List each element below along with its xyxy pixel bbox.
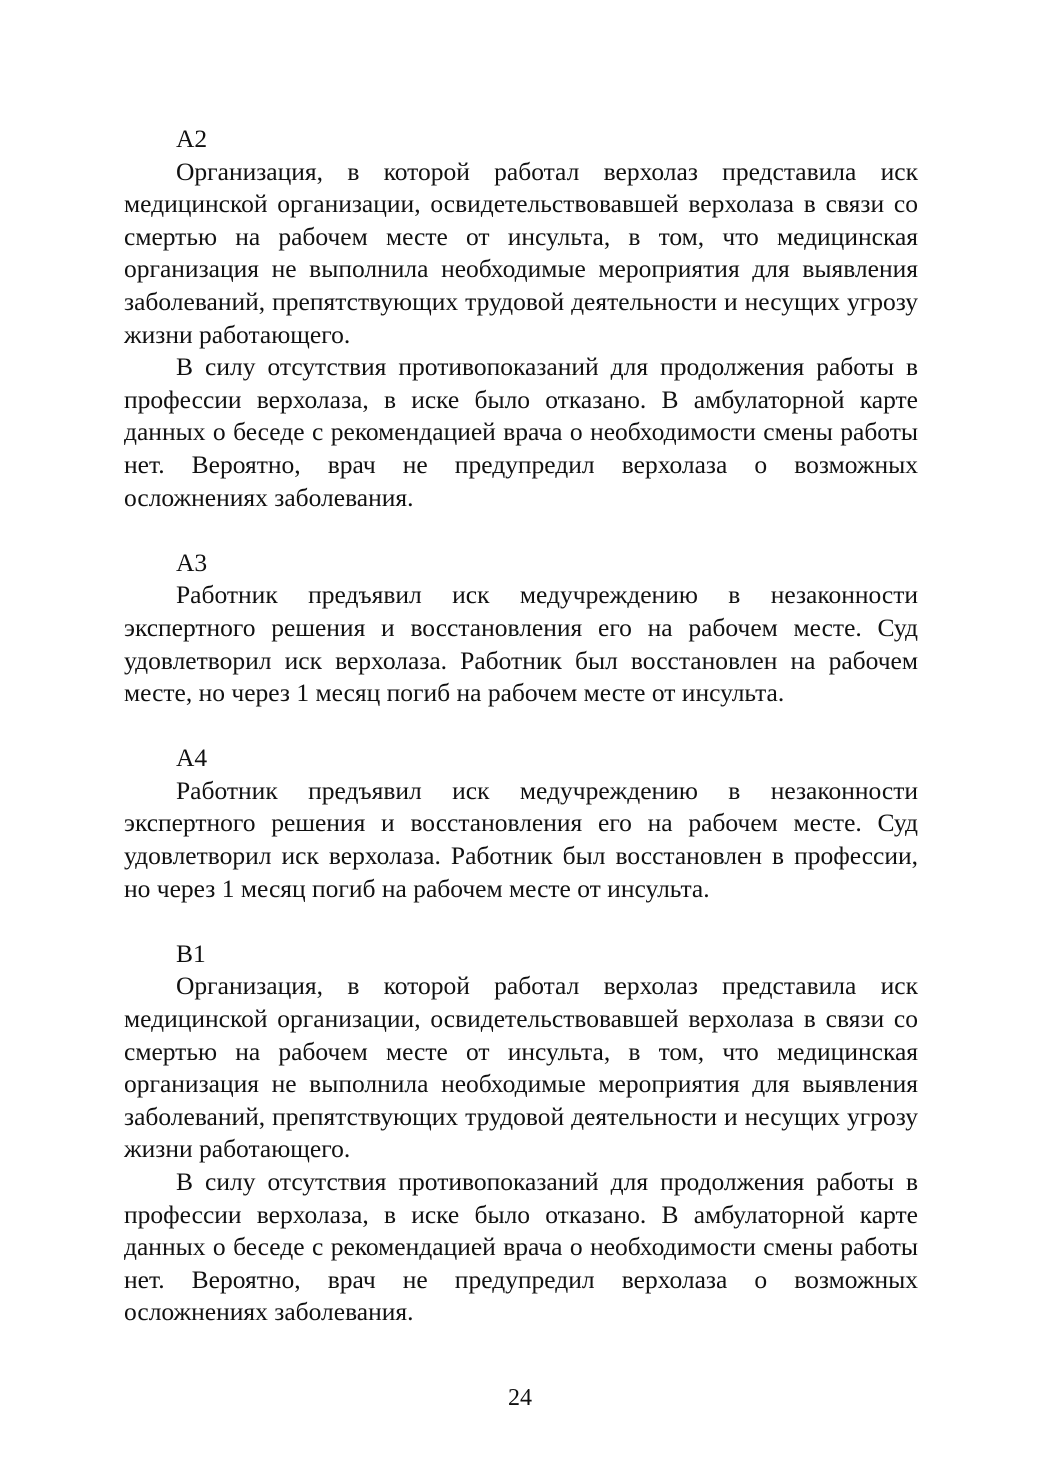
page-body: [124, 123, 918, 1329]
section-label: А2: [176, 124, 208, 153]
paragraph: Организация, в которой работал верхолаз представила иск медицинской организации, освидетельствовавшей верхолаза в связи со смертью на рабочем месте от инсульта, в том, что медицинская организация не выполнила необходимые мероприятия для выявления заболеваний, препятствующих трудовой деятельности и несущих угрозу жизни работающего.: [124, 156, 918, 349]
section-a4: [124, 742, 918, 905]
section-a3: [124, 547, 918, 710]
section-label: В1: [176, 938, 206, 968]
paragraph: Организация, в которой работал верхолаз представила иск медицинской организации, освидетельствовавшей верхолаза в связи со смертью на рабочем месте от инсульта, в том, что медицинская организация не выполнила необходимые мероприятия для выявления заболеваний, препятствующих трудовой деятельности и несущих угрозу жизни работающего.: [124, 971, 918, 1164]
paragraph: В силу отсутствия противопоказаний для продолжения работы в профессии верхолаза, в иске было отказано. В амбулаторной карте данных о беседе с рекомендацией врача о необходимости смены работы нет. Вероятно, врач не предупредил верхолаза о возможных осложнениях заболевания.: [124, 1167, 918, 1327]
paragraph: В силу отсутствия противопоказаний для продолжения работы в профессии верхолаза, в иске было отказано. В амбулаторной карте данных о беседе с рекомендацией врача о необходимости смены работы нет. Вероятно, врач не предупредил верхолаза о возможных осложнениях заболевания.: [124, 352, 918, 512]
section-a2: [124, 123, 918, 514]
section-b1: [124, 938, 918, 1329]
paragraph: Работник предъявил иск медучреждению в незаконности экспертного решения и восстановления его на рабочем месте. Суд удовлетворил иск верхолаза. Работник был восстановлен на рабочем месте, но через 1 месяц погиб на рабочем месте от инсульта.: [124, 580, 918, 708]
section-label: А4: [176, 743, 208, 773]
page-number: 24: [508, 1385, 532, 1411]
section-label: А3: [176, 547, 208, 577]
paragraph: Работник предъявил иск медучреждению в незаконности экспертного решения и восстановления его на рабочем месте. Суд удовлетворил иск верхолаза. Работник был восстановлен в профессии, но через 1 месяц погиб на рабочем месте от инсульта.: [124, 775, 918, 903]
